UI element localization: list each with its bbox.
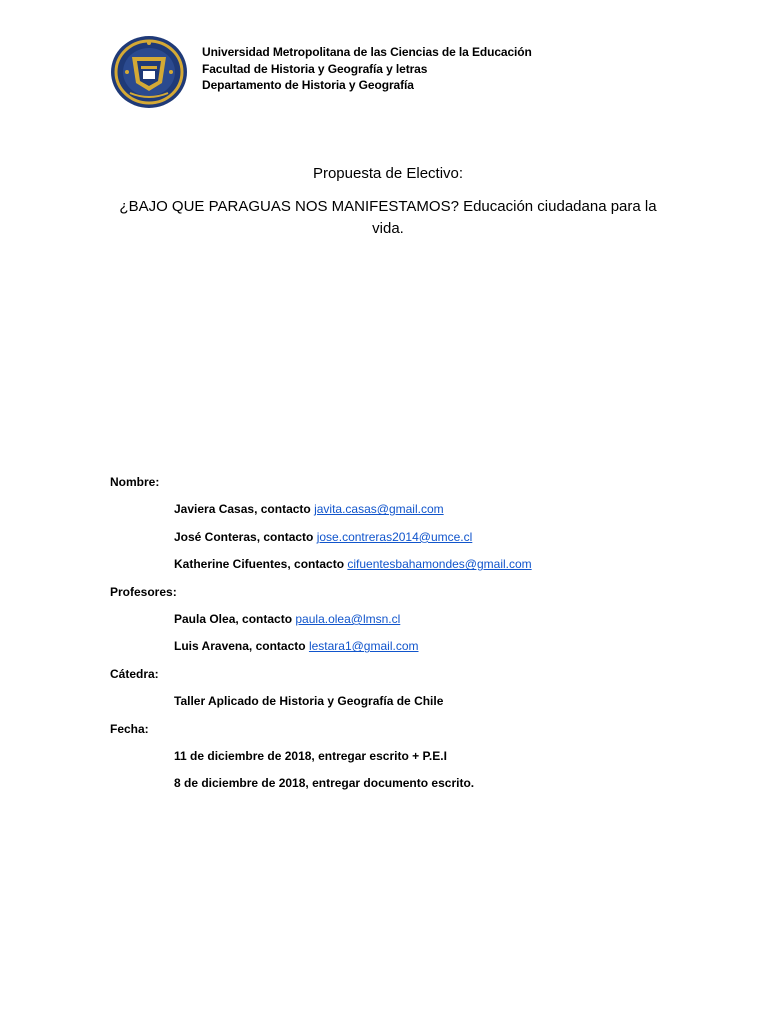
list-item-student xyxy=(110,500,532,527)
email-link[interactable]: lestara1@gmail.com xyxy=(308,639,419,654)
email-link[interactable]: paula.olea@lmsn.cl xyxy=(295,611,401,626)
university-seal-icon xyxy=(110,35,188,109)
professor-name: Luis Aravena, contacto xyxy=(174,639,309,654)
catedra-label: Cátedra: xyxy=(110,666,159,681)
catedra-value: Taller Aplicado de Historia y Geografía de Chile xyxy=(174,694,444,709)
info-section xyxy=(110,473,532,802)
email-link[interactable]: javita.casas@gmail.com xyxy=(314,502,444,517)
profesores-label: Profesores: xyxy=(110,584,177,599)
document-title xyxy=(108,196,668,240)
faculty-name: Facultad de Historia y Geografía y letras xyxy=(202,61,428,76)
list-item-student xyxy=(110,555,532,582)
title-continuation: Educación ciudadana para la vida. xyxy=(372,198,657,237)
email-link[interactable]: cifuentesbahamondes@gmail.com xyxy=(347,557,532,572)
fecha-value: 8 de diciembre de 2018, entregar documento escrito. xyxy=(174,776,475,791)
student-name: José Conteras, contacto xyxy=(174,529,317,544)
department-name: Departamento de Historia y Geografía xyxy=(202,78,414,92)
fecha-label: Fecha: xyxy=(110,721,149,736)
title-question: ¿BAJO QUE PARAGUAS NOS MANIFESTAMOS? xyxy=(119,198,459,215)
document-subtitle: Propuesta de Electivo: xyxy=(312,165,464,182)
email-link[interactable]: jose.contreras2014@umce.cl xyxy=(316,529,473,544)
student-name: Katherine Cifuentes, contacto xyxy=(174,557,348,572)
list-item-professor xyxy=(110,637,532,664)
professor-name: Paula Olea, contacto xyxy=(174,611,296,626)
university-name: Universidad Metropolitana de las Ciencias de la Educación xyxy=(202,45,532,59)
institution-header xyxy=(202,44,532,94)
nombre-label: Nombre: xyxy=(110,475,160,489)
student-name: Javiera Casas, contacto xyxy=(174,502,315,517)
list-item-student xyxy=(110,528,532,555)
list-item-professor xyxy=(110,610,532,637)
fecha-value: 11 de diciembre de 2018, entregar escrito + P.E.I xyxy=(174,748,447,763)
